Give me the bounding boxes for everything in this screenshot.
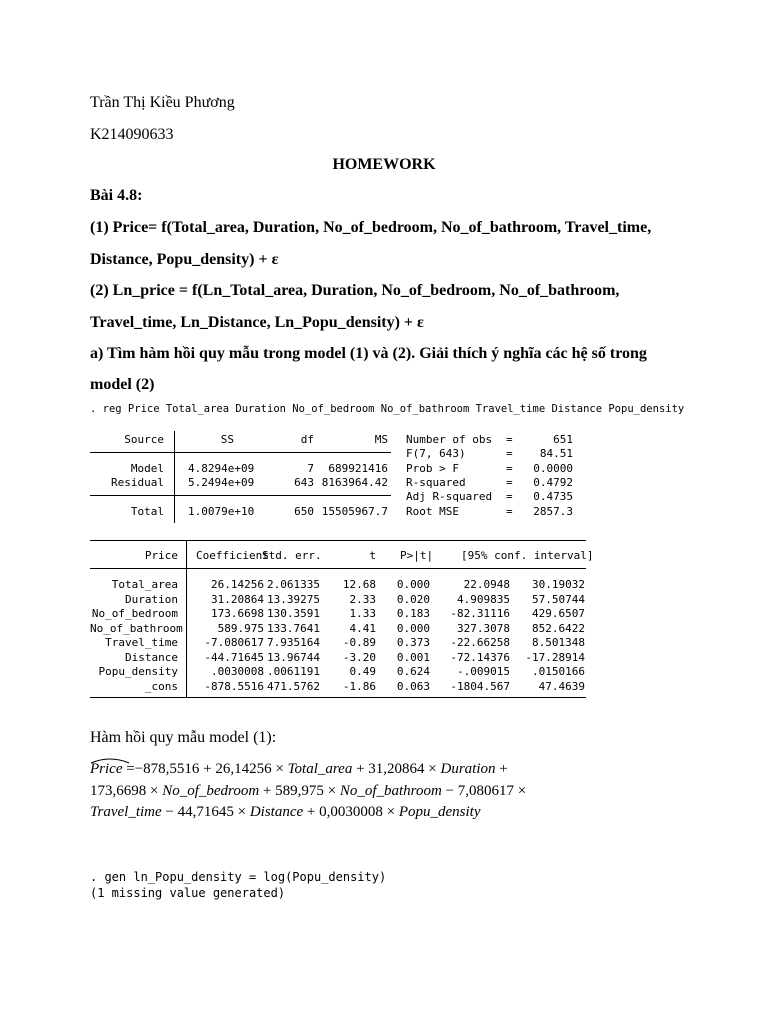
anova-header-rule <box>90 452 391 453</box>
anova-header-df: df <box>300 433 314 446</box>
equation-line-3 <box>90 804 481 821</box>
anova-header-ms: MS <box>374 433 388 446</box>
coef-header-se: Std. err. <box>262 549 322 562</box>
eq-var: Duration <box>440 761 496 777</box>
coef-top-rule <box>90 540 586 541</box>
coef-se: 13.96744 <box>267 650 320 664</box>
stat-eq: = <box>506 433 513 446</box>
stat-label: Prob > F <box>406 462 459 475</box>
anova-row-df: 643 <box>294 476 314 489</box>
coef-ci-high: 47.4639 <box>538 679 585 693</box>
stat-value: 0.4735 <box>533 490 573 503</box>
coef-t: 12.68 <box>342 578 376 591</box>
eq-var: Distance <box>249 804 304 820</box>
coef-value: 26.14256 <box>211 578 264 591</box>
eq-text: − 7,080617 × <box>441 783 527 799</box>
coef-value: .0030008 <box>211 665 264 678</box>
exercise-label: Bài 4.8: <box>90 187 143 204</box>
model1-line2: Distance, Popu_density) + ε <box>90 251 279 268</box>
question-line1: a) Tìm hàm hồi quy mẫu trong model (1) và (2). Giải thích ý nghĩa các hệ số trong <box>90 345 647 362</box>
coef-ci-high: 8.501348 <box>532 636 585 649</box>
coef-var: Popu_density <box>98 665 178 678</box>
eq-var: Travel_time <box>90 804 162 820</box>
coef-t: 1.33 <box>349 607 376 620</box>
student-id: K214090633 <box>90 126 174 143</box>
coef-var: Total_area <box>111 578 178 591</box>
coef-ci-low: -.009015 <box>457 665 510 678</box>
coef-p: 0.373 <box>396 636 430 649</box>
eq-var: No_of_bathroom <box>339 783 442 799</box>
stat-value: 84.51 <box>539 447 573 460</box>
eq-text: + 589,975 × <box>259 783 340 799</box>
stat-eq: = <box>506 476 513 489</box>
coef-header-coef: Coefficient <box>196 549 269 562</box>
stat-eq: = <box>506 490 513 503</box>
anova-row-ms: 8163964.42 <box>321 476 388 489</box>
stata-gen-command: . gen ln_Popu_density = log(Popu_density) <box>90 870 387 884</box>
stata-reg-command: . reg Price Total_area Duration No_of_bedroom No_of_bathroom Travel_time Distance Popu_density <box>90 403 685 415</box>
anova-row-ss: 1.0079e+10 <box>188 505 255 518</box>
stat-value: 0.4792 <box>533 476 573 489</box>
coef-var: Duration <box>125 592 178 606</box>
eq-text: 173,6698 × <box>90 783 163 799</box>
coef-header-var: Price <box>144 549 178 562</box>
stat-label: F(7, 643) <box>406 447 466 460</box>
coef-bottom-rule <box>90 697 586 698</box>
stata-gen-output: (1 missing value generated) <box>90 886 286 900</box>
coef-header-rule <box>90 568 586 569</box>
anova-header-ss: SS <box>220 433 234 446</box>
coef-ci-high: 429.6507 <box>532 607 585 620</box>
coef-se: 2.061335 <box>267 578 320 591</box>
stat-label: Number of obs <box>406 433 493 446</box>
equation-line-1 <box>90 761 508 778</box>
coef-t: -3.20 <box>342 650 376 664</box>
coef-t: -1.86 <box>342 679 376 693</box>
equation-heading: Hàm hồi quy mẫu model (1): <box>90 729 277 746</box>
coef-ci-low: 327.3078 <box>457 621 510 635</box>
eq-var: No_of_bedroom <box>162 783 260 799</box>
coef-p: 0.020 <box>396 592 430 606</box>
coef-p: 0.000 <box>396 621 430 635</box>
coef-ci-low: 22.0948 <box>463 578 510 591</box>
coef-ci-high: .0150166 <box>532 665 585 678</box>
coef-value: -878.5516 <box>204 679 264 693</box>
page-title: HOMEWORK <box>332 156 436 173</box>
anova-row-source: Total <box>130 505 164 518</box>
stat-eq: = <box>506 447 513 460</box>
eq-text: + 0,0030008 × <box>303 804 399 820</box>
coef-value: 31.20864 <box>211 592 264 606</box>
anova-row-source: Model <box>130 462 164 475</box>
question-line2: model (2) <box>90 376 155 393</box>
coef-value: 589.975 <box>217 621 264 635</box>
price-hat <box>90 761 122 778</box>
coef-t: -0.89 <box>342 636 376 649</box>
anova-vertical-rule <box>174 431 175 523</box>
coef-var: Distance <box>125 650 178 664</box>
coef-p: 0.063 <box>396 679 430 693</box>
coef-p: 0.000 <box>396 578 430 591</box>
stat-eq: = <box>506 505 513 518</box>
coef-var: No_of_bedroom <box>91 607 178 620</box>
eq-var-price: Price <box>90 761 123 777</box>
hat-icon <box>90 756 130 764</box>
equation-line-2 <box>90 783 526 800</box>
stat-eq: = <box>506 462 513 475</box>
anova-row-ms: 689921416 <box>328 462 388 475</box>
coef-var: No_of_bathroom <box>90 621 183 635</box>
stat-label: Root MSE <box>406 505 459 518</box>
model2-line1: (2) Ln_price = f(Ln_Total_area, Duration, No_of_bedroom, No_of_bathroom, <box>90 282 620 299</box>
anova-row-ss: 5.2494e+09 <box>188 476 255 489</box>
anova-row-df: 7 <box>307 462 314 475</box>
coef-ci-high: 57.50744 <box>532 592 585 606</box>
coef-ci-low: -1804.567 <box>450 679 510 693</box>
eq-text: − 44,71645 × <box>161 804 250 820</box>
author-name: Trần Thị Kiều Phương <box>90 94 235 111</box>
coef-value: -7.080617 <box>204 636 264 649</box>
coef-t: 2.33 <box>349 592 376 606</box>
coef-vertical-rule <box>186 540 187 698</box>
coef-value: -44.71645 <box>204 650 264 664</box>
stat-value: 651 <box>553 433 573 446</box>
coef-t: 4.41 <box>349 621 376 635</box>
coef-se: 133.7641 <box>267 621 320 635</box>
eq-text: =−878,5516 + 26,14256 × <box>122 761 288 777</box>
coef-ci-low: -82.31116 <box>450 607 510 620</box>
eq-text: + 31,20864 × <box>352 761 441 777</box>
coef-header-p: P>|t| <box>400 549 434 562</box>
coef-p: 0.001 <box>396 650 430 664</box>
coef-ci-high: 852.6422 <box>532 621 585 635</box>
stat-value: 2857.3 <box>533 505 573 518</box>
coef-t: 0.49 <box>349 665 376 678</box>
model2-line2: Travel_time, Ln_Distance, Ln_Popu_density) + ε <box>90 314 424 331</box>
stat-label: Adj R-squared <box>406 490 493 503</box>
coef-var: Travel_time <box>105 636 178 649</box>
coef-var: _cons <box>144 679 178 693</box>
eq-text: + <box>495 761 508 777</box>
anova-row-source: Residual <box>111 476 164 489</box>
coef-se: .0061191 <box>267 665 320 678</box>
coef-ci-low: -22.66258 <box>450 636 510 649</box>
anova-total-rule <box>90 495 391 496</box>
coef-p: 0.624 <box>396 665 430 678</box>
coef-header-ci: [95% conf. interval] <box>461 549 594 562</box>
coef-ci-low: -72.14376 <box>450 650 510 664</box>
anova-row-ss: 4.8294e+09 <box>188 462 255 475</box>
coef-ci-low: 4.909835 <box>457 592 510 606</box>
coef-p: 0.183 <box>396 607 430 620</box>
coef-ci-high: 30.19032 <box>532 578 585 591</box>
coef-value: 173.6698 <box>211 607 264 620</box>
coef-se: 13.39275 <box>267 592 320 606</box>
anova-row-ms: 15505967.7 <box>321 505 388 518</box>
eq-var: Popu_density <box>398 804 481 820</box>
stat-value: 0.0000 <box>533 462 573 475</box>
anova-row-df: 650 <box>294 505 314 518</box>
coef-se: 7.935164 <box>267 636 320 649</box>
coef-header-t: t <box>369 549 376 562</box>
anova-header-source: Source <box>124 433 164 446</box>
model1-line1: (1) Price= f(Total_area, Duration, No_of_bedroom, No_of_bathroom, Travel_time, <box>90 219 652 236</box>
stat-label: R-squared <box>406 476 466 489</box>
coef-ci-high: -17.28914 <box>525 650 585 664</box>
coef-se: 471.5762 <box>267 679 320 693</box>
eq-var: Total_area <box>287 761 353 777</box>
coef-se: 130.3591 <box>267 607 320 620</box>
